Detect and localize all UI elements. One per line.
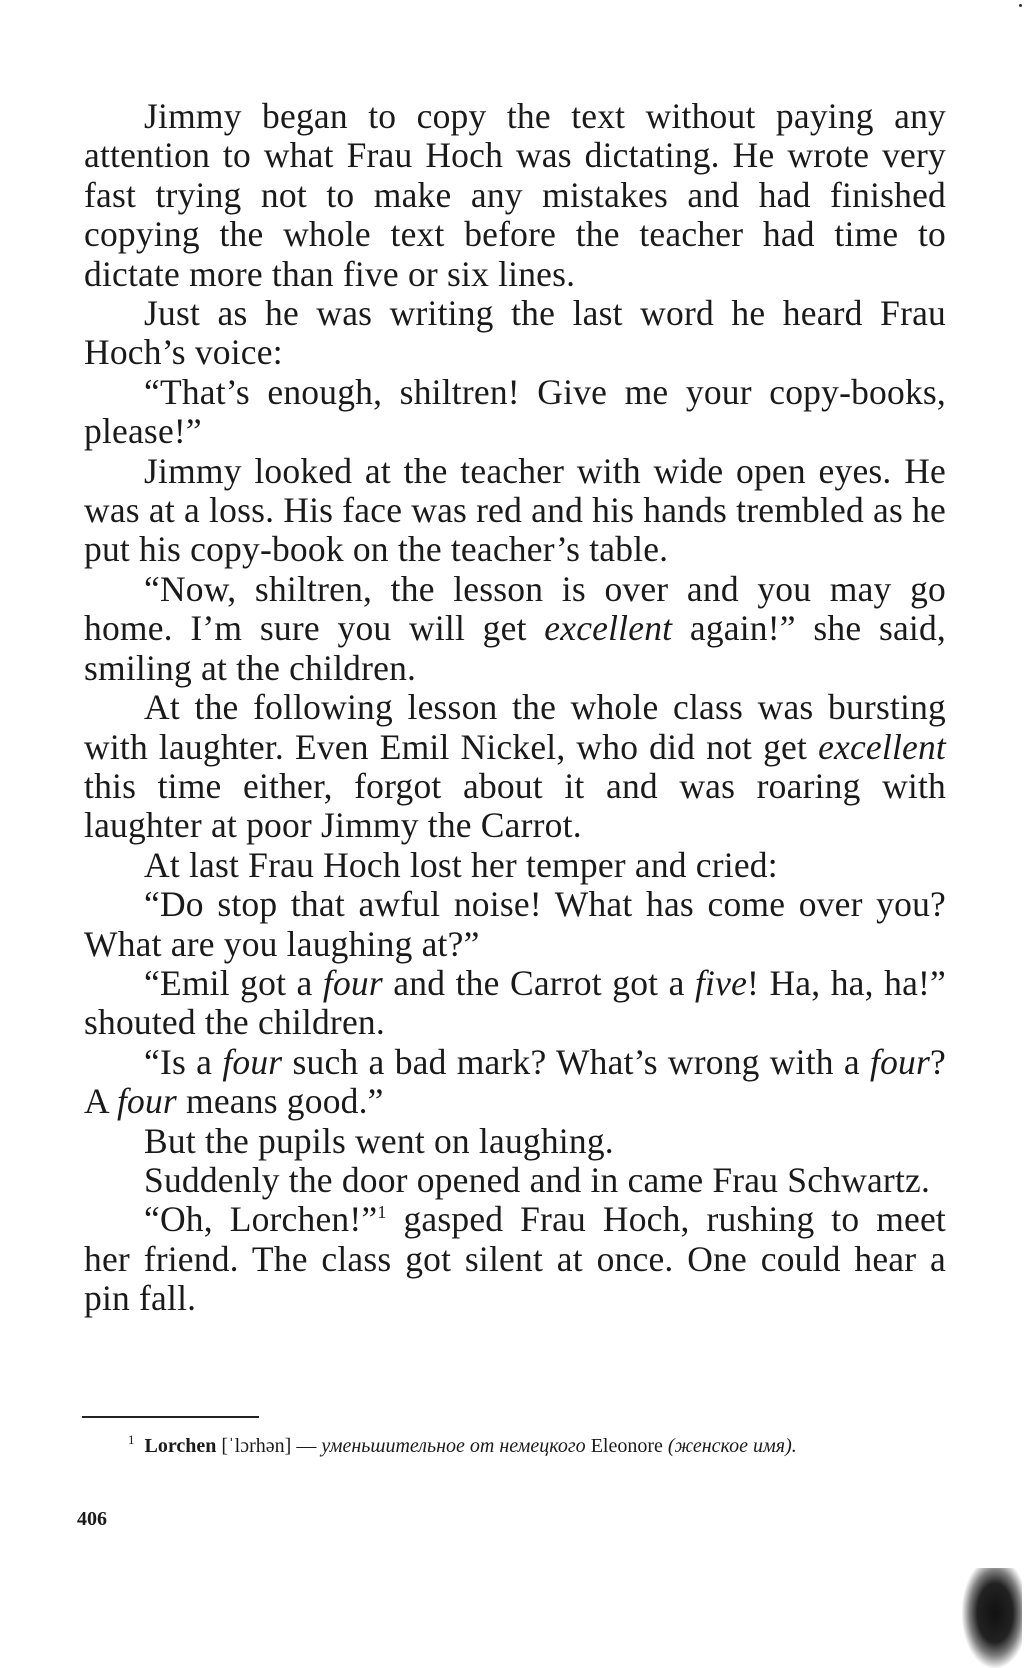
text-run: “Emil got a (144, 962, 323, 1003)
italic-run: four (116, 1081, 177, 1122)
paragraph (84, 97, 946, 294)
paragraph (84, 964, 946, 1043)
footnote-dash: — (291, 1435, 322, 1457)
italic-run: four (322, 962, 383, 1003)
footnote-transcription: [ˈlɔrhən] (221, 1435, 292, 1457)
paragraph (84, 688, 946, 846)
text-run: ! Ha, ha, ha!” shouted the children. (84, 962, 947, 1043)
text-run: At the following lesson the whole class was bursting with laughter. Even Emil Nickel, who did not get (84, 687, 946, 767)
paragraph (84, 373, 946, 452)
italic-run: excellent (544, 608, 673, 649)
text-run: “That’s enough, shiltren! Give me your copy-books, please!” (84, 371, 946, 452)
text-run: and the Carrot got a (382, 962, 695, 1003)
scan-smudge (962, 1568, 1022, 1668)
text-run: At last Frau Hoch lost her temper and cried: (144, 844, 778, 885)
text-run: again!” she said, smiling at the children. (84, 608, 946, 688)
paragraph (84, 570, 946, 688)
italic-run: excellent (818, 726, 946, 767)
paragraph (84, 1200, 946, 1318)
paragraph (84, 885, 946, 964)
text-run: Suddenly the door opened and in came Frau Schwartz. (144, 1159, 931, 1200)
text-run: this time either, forgot about it and was roaring with laughter at poor Jimmy the Carrot. (84, 765, 946, 846)
text-run: “Oh, Lorchen!” (144, 1199, 378, 1240)
paragraph (84, 294, 946, 373)
page-number: 406 (77, 1508, 107, 1530)
italic-run: five (694, 962, 748, 1003)
paragraph (84, 452, 946, 570)
footnote (82, 1431, 944, 1461)
paragraph (84, 1122, 946, 1161)
text-run: “Do stop that awful noise! What has come over you? What are you laughing at?” (84, 884, 946, 964)
text-run: Just as he was writing the last word he heard Frau Hoch’s voice: (84, 293, 946, 373)
text-run: gasped Frau Hoch, rushing to meet her friend. The class got silent at once. One could hear a pin fall. (84, 1199, 946, 1319)
footnote-ref: 1 (377, 1202, 387, 1223)
paragraph (84, 1161, 946, 1200)
footnote-term: Lorchen (144, 1435, 217, 1457)
text-run: “Now, shiltren, the lesson is over and you may go home. I’m sure you will get (84, 568, 946, 649)
footnote-number: 1 (128, 1432, 135, 1448)
italic-run: four (222, 1041, 283, 1082)
footnote-divider (82, 1416, 259, 1418)
footnote-name: Eleonore (585, 1435, 668, 1457)
text-run: “Is a (144, 1041, 223, 1082)
body-text (84, 97, 946, 1319)
text-run: means good.” (176, 1081, 384, 1122)
footnote-definition: уменьшительное от немецкого (321, 1435, 586, 1457)
text-run: ? A (84, 1041, 946, 1122)
text-run: Jimmy looked at the teacher with wide open eyes. He was at a loss. His face was red and his hands trembled as he put his copy-book on the teacher’s table. (84, 450, 946, 570)
text-run: such a bad mark? What’s wrong with a (282, 1041, 871, 1082)
text-run: But the pupils went on laughing. (144, 1120, 614, 1161)
footnote-note: (женское имя). (667, 1435, 797, 1457)
italic-run: four (870, 1041, 931, 1082)
text-run: Jimmy began to copy the text without paying any attention to what Frau Hoch was dictating. He wrote very fast trying not to make any mistakes and had finished copying the whole text before the teacher had time to dictate more than five or six lines. (84, 96, 946, 294)
scan-speck (1019, 4, 1022, 7)
paragraph (84, 1043, 946, 1122)
paragraph (84, 846, 946, 885)
